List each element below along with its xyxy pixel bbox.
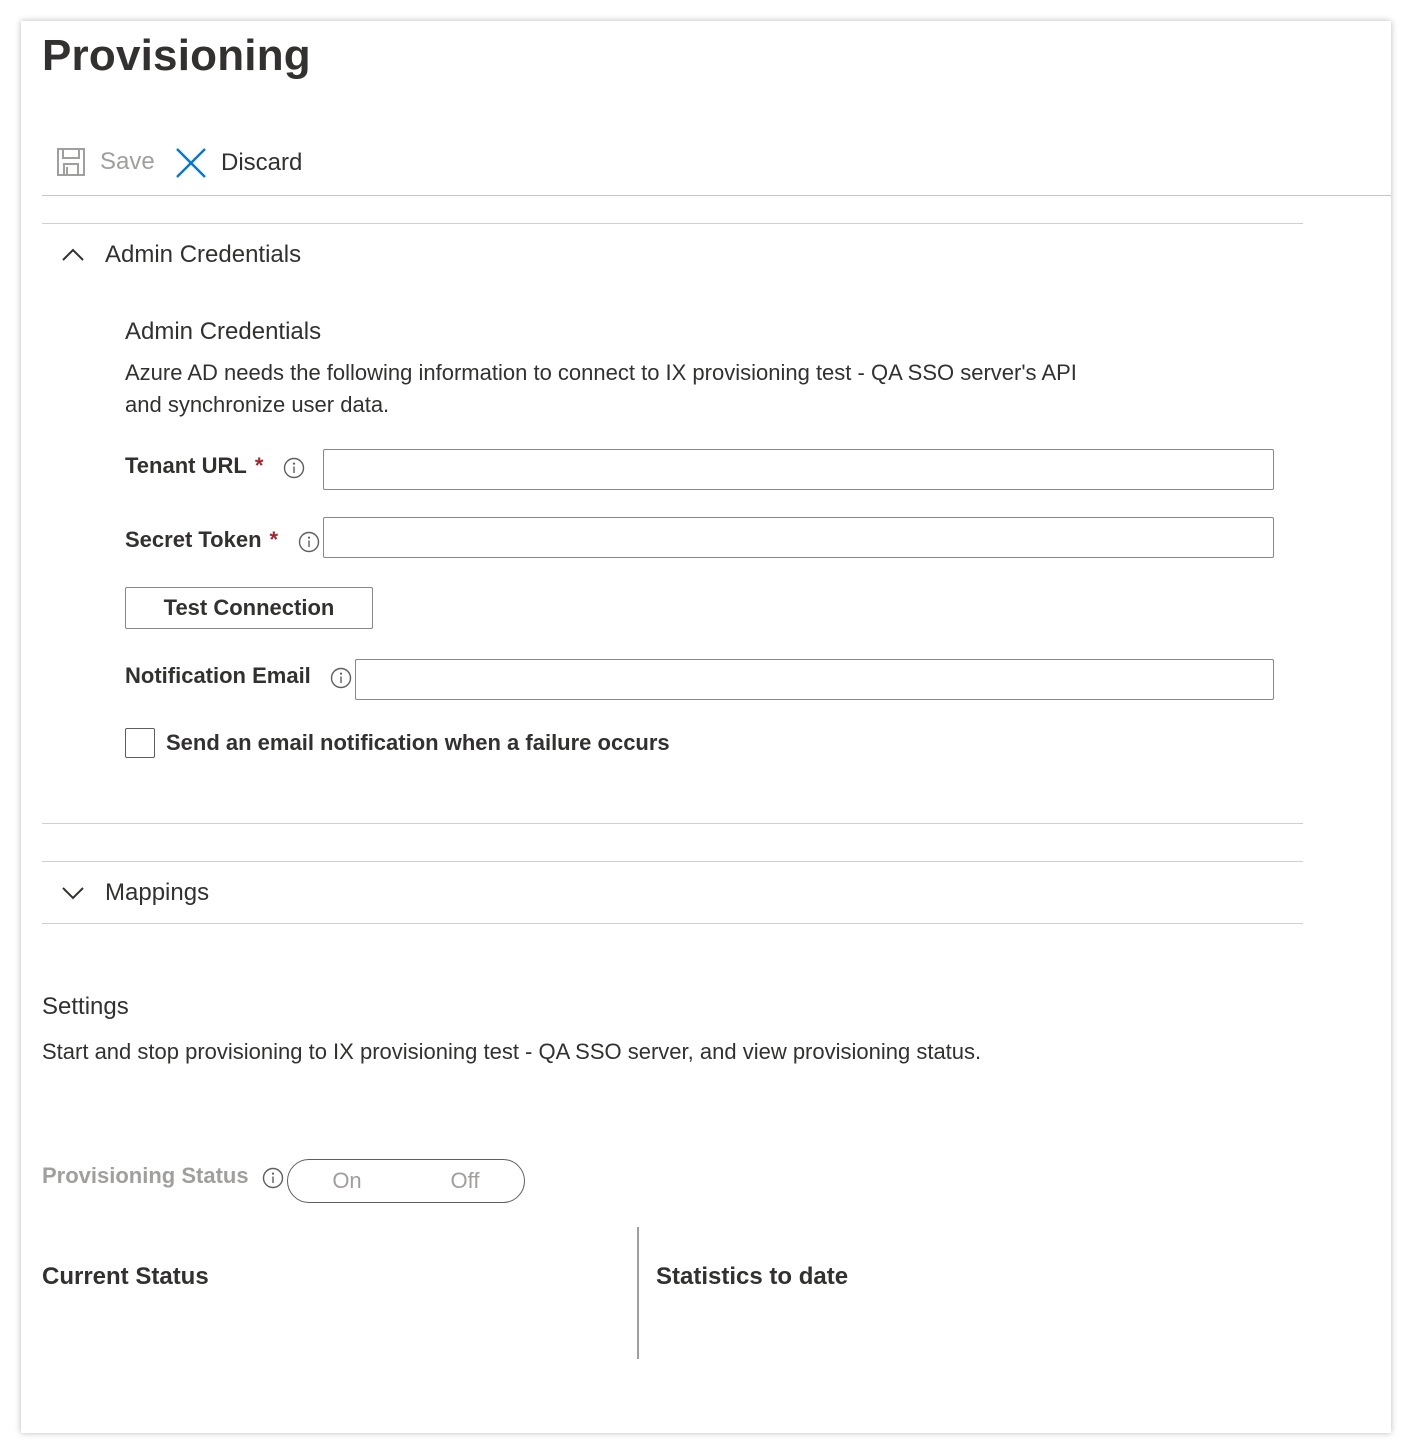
tenant-url-label xyxy=(125,453,263,479)
chevron-up-icon xyxy=(61,247,85,263)
close-icon xyxy=(175,147,207,179)
admin-credentials-description-line2: and synchronize user data. xyxy=(125,392,390,417)
required-mark: * xyxy=(269,527,279,552)
info-icon[interactable] xyxy=(330,667,352,689)
secret-token-input[interactable] xyxy=(323,517,1274,558)
admin-credentials-header-label: Admin Credentials xyxy=(105,241,302,268)
info-icon[interactable] xyxy=(283,457,305,479)
settings-title: Settings xyxy=(42,993,129,1020)
settings-description: Start and stop provisioning to IX provisioning test - QA SSO server, and view provisioning status. xyxy=(42,1039,982,1064)
page-title: Provisioning xyxy=(42,31,311,80)
section-divider xyxy=(42,823,1303,824)
admin-credentials-header[interactable] xyxy=(61,241,301,269)
current-status-heading: Current Status xyxy=(42,1263,209,1290)
provisioning-panel xyxy=(21,21,1391,1433)
failure-notification-checkbox[interactable] xyxy=(125,728,155,758)
notification-email-label-text: Notification Email xyxy=(125,663,311,688)
admin-credentials-description-line1: Azure AD needs the following information to connect to IX provisioning test - QA SSO server's API xyxy=(125,360,1077,385)
section-divider xyxy=(42,923,1303,924)
mappings-header[interactable] xyxy=(61,879,209,907)
discard-label: Discard xyxy=(221,149,303,176)
required-mark: * xyxy=(254,453,264,478)
statistics-heading: Statistics to date xyxy=(656,1263,849,1290)
failure-notification-checkbox-label[interactable]: Send an email notification when a failure occurs xyxy=(166,730,670,755)
toolbar-divider xyxy=(42,195,1391,196)
notification-email-label xyxy=(125,663,311,689)
discard-button[interactable] xyxy=(175,147,302,179)
tenant-url-label-text: Tenant URL xyxy=(125,453,247,478)
secret-token-label-text: Secret Token xyxy=(125,527,262,552)
test-connection-button[interactable]: Test Connection xyxy=(125,587,373,629)
tenant-url-input[interactable] xyxy=(323,449,1274,490)
section-divider xyxy=(42,861,1303,862)
mappings-header-label: Mappings xyxy=(105,879,210,906)
save-label: Save xyxy=(100,148,155,175)
provisioning-status-label: Provisioning Status xyxy=(42,1163,249,1188)
section-divider xyxy=(42,223,1303,224)
status-column-divider xyxy=(637,1227,639,1359)
notification-email-input[interactable] xyxy=(355,659,1274,700)
provisioning-status-toggle[interactable] xyxy=(287,1159,525,1203)
toggle-off-option[interactable]: Off xyxy=(450,1168,480,1193)
save-button[interactable] xyxy=(56,147,155,177)
chevron-down-icon xyxy=(61,885,85,901)
info-icon[interactable] xyxy=(298,531,320,553)
save-icon xyxy=(56,147,86,177)
admin-credentials-title: Admin Credentials xyxy=(125,318,322,345)
toggle-on-option[interactable]: On xyxy=(332,1168,362,1193)
info-icon[interactable] xyxy=(262,1167,284,1189)
secret-token-label xyxy=(125,527,278,553)
